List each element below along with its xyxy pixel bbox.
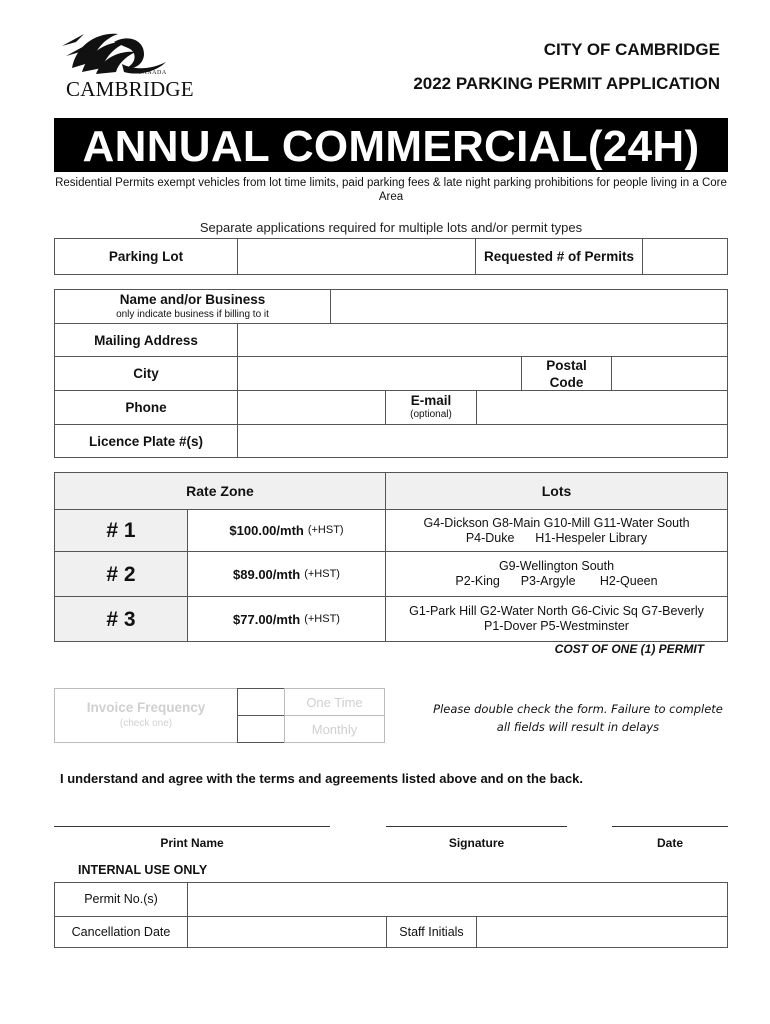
print-name-label: Print Name: [160, 836, 224, 850]
lots-header: Lots: [541, 482, 572, 499]
zone-lots-line2: P1-Dover P5-Westminster: [484, 619, 629, 633]
separate-applications-note: Separate applications required for multiple lots and/or permit types: [199, 220, 583, 235]
postal-label-cell: [521, 356, 612, 391]
cancellation-date-label: Cancellation Date: [71, 924, 171, 939]
name-field[interactable]: [330, 289, 728, 324]
name-label-cell: [54, 289, 331, 324]
zone-number: # 1: [106, 519, 136, 542]
permit-number-label: Permit No.(s): [84, 892, 158, 906]
zone-rate-group: [188, 552, 385, 596]
cancellation-date-label-cell: [54, 916, 188, 948]
zone-lots: [386, 552, 727, 596]
one-time-option-cell: [284, 688, 385, 716]
name-sublabel: only indicate business if billing to it: [116, 308, 269, 320]
cancellation-date-field[interactable]: [187, 916, 387, 948]
email-label: E-mail: [410, 392, 452, 408]
completion-warning: Please double check the form. Failure to complete all fields will result in delays: [433, 702, 723, 734]
monthly-option-cell: [284, 715, 385, 743]
zone-number: # 2: [106, 562, 136, 586]
signature-label: Signature: [448, 836, 505, 850]
signature-line[interactable]: [386, 826, 567, 827]
plate-label-cell: [54, 424, 238, 458]
permit-number-label-cell: [54, 882, 188, 917]
requested-permits-label: Requested # of Permits: [483, 249, 635, 264]
rate-zone-header: Rate Zone: [186, 482, 254, 499]
rate-zone-header-cell: [54, 472, 386, 510]
one-time-option-label: One Time: [306, 694, 363, 710]
internal-use-title: INTERNAL USE ONLY: [78, 863, 208, 877]
zone-lots-line1: G1-Park Hill G2-Water North G6-Civic Sq G7-Beverly: [409, 604, 704, 618]
staff-initials-field[interactable]: [476, 916, 728, 948]
postal-code-field[interactable]: [611, 356, 728, 391]
zone-tax: (+HST): [304, 612, 340, 625]
one-time-checkbox[interactable]: [237, 688, 285, 716]
zone-rate-cell: [187, 596, 386, 642]
city-label: City: [133, 366, 159, 381]
parking-lot-label: Parking Lot: [108, 249, 184, 264]
requested-permits-field[interactable]: [642, 238, 728, 275]
permit-type-banner: ANNUAL COMMERCIAL(24H): [54, 118, 728, 172]
email-label-cell: [385, 390, 477, 425]
licence-plate-label: Licence Plate #(s): [88, 433, 204, 449]
zone-lots-cell: [385, 551, 728, 597]
zone-lots-line2: P4-Duke H1-Hespeler Library: [465, 530, 648, 545]
email-field[interactable]: [476, 390, 728, 425]
staff-initials-label-cell: [386, 916, 477, 948]
zone-rate-cell: [187, 509, 386, 552]
phone-field[interactable]: [237, 390, 386, 425]
email-label-group: [386, 391, 476, 424]
zone-rate-group: [188, 597, 385, 641]
invoice-frequency-label-cell: [54, 688, 238, 743]
zone-rate: $77.00/mth: [233, 611, 301, 627]
zone-rate: $100.00/mth: [229, 523, 304, 538]
permit-description: Residential Permits exempt vehicles from lot time limits, paid parking fees & late night parking prohibitions for people living in a Core Area: [55, 177, 727, 203]
zone-rate-cell: [187, 551, 386, 597]
zone-rate: $89.00/mth: [233, 566, 301, 582]
zone-number-cell: [54, 551, 188, 597]
cost-note: COST OF ONE (1) PERMIT: [554, 642, 704, 656]
postal-label: Postal Code: [546, 357, 587, 390]
zone-lots-line1: G4-Dickson G8-Main G10-Mill G11-Water South: [423, 515, 690, 530]
zone-lots-line1: G9-Wellington South: [498, 559, 615, 573]
name-label: Name and/or Business: [119, 291, 266, 307]
invoice-frequency-sublabel: (check one): [119, 717, 173, 729]
agreement-statement: I understand and agree with the terms and agreements listed above and on the back.: [60, 771, 584, 786]
staff-initials-label: Staff Initials: [399, 924, 464, 939]
zone-lots-cell: [385, 596, 728, 642]
logo-city-name: CAMBRIDGE: [66, 77, 194, 101]
zone-tax: (+HST): [304, 567, 340, 580]
monthly-option-label: Monthly: [311, 721, 358, 737]
email-sublabel: (optional): [410, 408, 452, 420]
date-line[interactable]: [612, 826, 728, 827]
zone-lots-line2: P2-King P3-Argyle H2-Queen: [455, 574, 658, 588]
licence-plate-field[interactable]: [237, 424, 728, 458]
phone-label: Phone: [125, 400, 167, 415]
zone-tax: (+HST): [307, 524, 344, 536]
permit-number-field[interactable]: [187, 882, 728, 917]
mailing-label-cell: [54, 323, 238, 357]
parking-lot-field[interactable]: [237, 238, 476, 275]
organization-name: CITY OF CAMBRIDGE: [543, 40, 720, 59]
logo-canada-text: CANADA: [138, 70, 167, 76]
mailing-address-field[interactable]: [237, 323, 728, 357]
monthly-checkbox[interactable]: [237, 715, 285, 743]
city-field[interactable]: [237, 356, 522, 391]
date-label: Date: [656, 836, 683, 850]
phone-label-cell: [54, 390, 238, 425]
zone-number-cell: [54, 509, 188, 552]
name-label-group: [55, 290, 330, 323]
invoice-frequency-label: Invoice Frequency: [86, 699, 206, 715]
invoice-frequency-label-group: [55, 689, 237, 742]
city-label-cell: [54, 356, 238, 391]
form-title: 2022 PARKING PERMIT APPLICATION: [413, 74, 720, 93]
zone-number: # 3: [106, 607, 136, 631]
requested-permits-label-cell: [475, 238, 643, 275]
zone-lots: [386, 510, 727, 551]
city-logo: [62, 28, 194, 102]
zone-lots: [386, 597, 727, 641]
zone-lots-cell: [385, 509, 728, 552]
zone-rate-group: [188, 510, 385, 551]
print-name-line[interactable]: [54, 826, 330, 827]
zone-number-cell: [54, 596, 188, 642]
parking-lot-label-cell: [54, 238, 238, 275]
lots-header-cell: [385, 472, 728, 510]
mailing-label: Mailing Address: [94, 332, 198, 348]
